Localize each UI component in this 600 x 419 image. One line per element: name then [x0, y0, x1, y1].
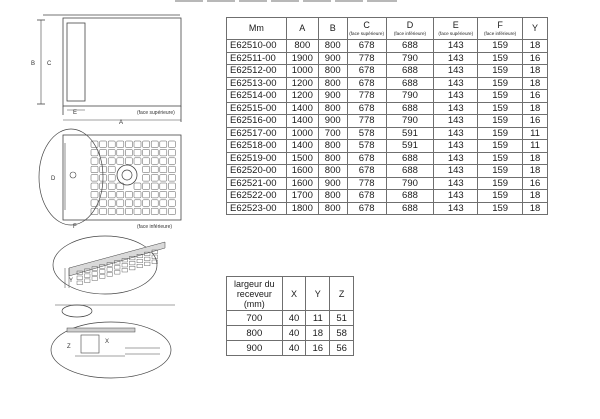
xyz-table — [226, 276, 354, 356]
table-cell: 159 — [478, 65, 523, 78]
table-cell: 159 — [478, 102, 523, 115]
table-cell: 18 — [306, 326, 330, 341]
table-cell: 159 — [478, 90, 523, 103]
table-cell: 800 — [227, 326, 283, 341]
table-row — [227, 177, 548, 190]
table-cell: 678 — [347, 77, 386, 90]
table-cell: 18 — [523, 190, 548, 203]
table-row — [227, 90, 548, 103]
table-cell: 18 — [523, 40, 548, 53]
table-cell: 900 — [227, 341, 283, 356]
table-cell: 778 — [347, 90, 386, 103]
table-cell: 688 — [386, 65, 434, 78]
table-cell: 159 — [478, 165, 523, 178]
table-row — [227, 40, 548, 53]
table-cell: 688 — [386, 190, 434, 203]
table-row — [227, 326, 354, 341]
table-cell: 591 — [386, 127, 434, 140]
table-row — [227, 140, 548, 153]
xyz-table-body — [227, 311, 354, 356]
table-cell: 143 — [434, 152, 478, 165]
table-cell: E62520-00 — [227, 165, 287, 178]
table-cell: 16 — [523, 177, 548, 190]
table-cell: 900 — [318, 115, 347, 128]
table-cell: 900 — [318, 90, 347, 103]
table-cell: 1400 — [286, 140, 318, 153]
top-view-drawing — [37, 15, 181, 122]
table-cell: 800 — [318, 165, 347, 178]
table-row — [227, 165, 548, 178]
note-face-superieure: (face supérieure) — [137, 110, 175, 116]
table-row — [227, 115, 548, 128]
table-row — [227, 127, 548, 140]
table-cell: E62515-00 — [227, 102, 287, 115]
table-cell: 700 — [318, 127, 347, 140]
table-row — [227, 311, 354, 326]
table-cell: E62523-00 — [227, 202, 287, 215]
label-a: A — [119, 120, 124, 126]
table-cell: 159 — [478, 152, 523, 165]
table-row — [227, 202, 548, 215]
table-cell: 790 — [386, 177, 434, 190]
table-cell: 778 — [347, 115, 386, 128]
table-cell: 143 — [434, 90, 478, 103]
table-cell: 159 — [478, 140, 523, 153]
table-cell: 678 — [347, 152, 386, 165]
table-cell: 16 — [523, 90, 548, 103]
table-cell: E62521-00 — [227, 177, 287, 190]
column-header-z: Z — [330, 277, 354, 311]
table-cell: E62511-00 — [227, 52, 287, 65]
dimensions-table — [226, 17, 548, 215]
table-cell: 790 — [386, 115, 434, 128]
table-cell: 800 — [318, 65, 347, 78]
column-header-c: C (face supérieure) — [347, 18, 386, 40]
table-cell: 11 — [523, 127, 548, 140]
table-cell: 800 — [318, 202, 347, 215]
table-cell: 143 — [434, 115, 478, 128]
table-cell: 58 — [330, 326, 354, 341]
top-border-marks — [175, 0, 405, 4]
table-cell: 11 — [523, 140, 548, 153]
table-cell: 56 — [330, 341, 354, 356]
table-cell: 1900 — [286, 52, 318, 65]
table-cell: 678 — [347, 102, 386, 115]
label-b: B — [31, 61, 36, 67]
table-cell: 1200 — [286, 77, 318, 90]
table-row — [227, 152, 548, 165]
table-cell: E62519-00 — [227, 152, 287, 165]
label-e: E — [73, 110, 78, 116]
table-cell: 143 — [434, 102, 478, 115]
table-cell: 790 — [386, 90, 434, 103]
table-row — [227, 102, 548, 115]
table-cell: 18 — [523, 152, 548, 165]
table-cell: 790 — [386, 52, 434, 65]
table-cell: 678 — [347, 65, 386, 78]
table-cell: E62513-00 — [227, 77, 287, 90]
column-header-d: D (face inférieure) — [386, 18, 434, 40]
table-cell: 143 — [434, 190, 478, 203]
table-cell: 11 — [306, 311, 330, 326]
table-cell: 143 — [434, 127, 478, 140]
table-cell: 800 — [318, 40, 347, 53]
table-cell: E62522-00 — [227, 190, 287, 203]
table-cell: 678 — [347, 40, 386, 53]
table-cell: 1400 — [286, 115, 318, 128]
table-cell: 1700 — [286, 190, 318, 203]
table-cell: E62516-00 — [227, 115, 287, 128]
table-cell: 778 — [347, 52, 386, 65]
table-cell: 143 — [434, 65, 478, 78]
perspective-detail-drawing — [53, 236, 165, 294]
table-cell: 16 — [523, 115, 548, 128]
table-cell: 143 — [434, 177, 478, 190]
table-cell: 40 — [282, 341, 306, 356]
table-cell: 678 — [347, 190, 386, 203]
table-cell: 16 — [306, 341, 330, 356]
table-cell: 800 — [318, 77, 347, 90]
label-y: Y — [69, 278, 74, 284]
table-cell: 678 — [347, 202, 386, 215]
table-cell: 778 — [347, 177, 386, 190]
table-cell: 143 — [434, 40, 478, 53]
table-cell: 800 — [318, 190, 347, 203]
table-cell: 143 — [434, 52, 478, 65]
table-cell: E62514-00 — [227, 90, 287, 103]
table-row — [227, 65, 548, 78]
table-cell: E62518-00 — [227, 140, 287, 153]
table-cell: 1400 — [286, 102, 318, 115]
table-cell: E62512-00 — [227, 65, 287, 78]
bottom-view-drawing — [39, 129, 181, 225]
dimensions-table-body — [227, 40, 548, 215]
table-cell: 40 — [282, 311, 306, 326]
table-cell: 18 — [523, 102, 548, 115]
table-cell: 18 — [523, 77, 548, 90]
table-cell: 18 — [523, 165, 548, 178]
table-cell: E62517-00 — [227, 127, 287, 140]
table-cell: 40 — [282, 326, 306, 341]
table-cell: 1200 — [286, 90, 318, 103]
column-header-b: B — [318, 18, 347, 40]
table-cell: 159 — [478, 177, 523, 190]
column-header-x: X — [282, 277, 306, 311]
table-cell: 159 — [478, 40, 523, 53]
table-cell: 18 — [523, 202, 548, 215]
label-f: F — [73, 224, 77, 230]
table-cell: 578 — [347, 140, 386, 153]
note-face-inferieure: (face inférieure) — [137, 224, 173, 230]
label-d: D — [51, 176, 56, 182]
table-cell: 143 — [434, 202, 478, 215]
table-cell: 143 — [434, 140, 478, 153]
table-cell: 800 — [318, 102, 347, 115]
table-cell: 800 — [318, 152, 347, 165]
table-cell: 688 — [386, 202, 434, 215]
table-cell: 1000 — [286, 65, 318, 78]
table-cell: 159 — [478, 190, 523, 203]
table-cell: E62510-00 — [227, 40, 287, 53]
table-cell: 800 — [286, 40, 318, 53]
table-cell: 591 — [386, 140, 434, 153]
table-cell: 900 — [318, 52, 347, 65]
xyz-header-row — [227, 277, 354, 311]
table-cell: 143 — [434, 77, 478, 90]
table-row — [227, 341, 354, 356]
column-header-y: Y — [306, 277, 330, 311]
table-cell: 1600 — [286, 165, 318, 178]
column-header-mm: Mm — [227, 18, 287, 40]
column-header-largeur: largeur du receveur (mm) — [227, 277, 283, 311]
table-row — [227, 52, 548, 65]
table-cell: 1000 — [286, 127, 318, 140]
table-cell: 159 — [478, 77, 523, 90]
table-cell: 159 — [478, 52, 523, 65]
table-cell: 688 — [386, 165, 434, 178]
column-header-a: A — [286, 18, 318, 40]
column-header-f: F (face inférieure) — [478, 18, 523, 40]
table-cell: 800 — [318, 140, 347, 153]
table-cell: 578 — [347, 127, 386, 140]
table-cell: 51 — [330, 311, 354, 326]
table-cell: 688 — [386, 40, 434, 53]
table-header-row — [227, 18, 548, 40]
column-header-y: Y — [523, 18, 548, 40]
table-row — [227, 190, 548, 203]
table-cell: 159 — [478, 115, 523, 128]
table-cell: 159 — [478, 127, 523, 140]
table-cell: 143 — [434, 165, 478, 178]
column-header-e: E (face supérieure) — [434, 18, 478, 40]
table-cell: 1800 — [286, 202, 318, 215]
section-drawing — [51, 305, 175, 378]
table-cell: 678 — [347, 165, 386, 178]
table-cell: 18 — [523, 65, 548, 78]
technical-drawings — [25, 10, 215, 405]
table-cell: 688 — [386, 77, 434, 90]
table-cell: 1600 — [286, 177, 318, 190]
table-cell: 1500 — [286, 152, 318, 165]
label-z: Z — [67, 344, 71, 350]
table-cell: 688 — [386, 102, 434, 115]
table-cell: 159 — [478, 202, 523, 215]
label-c: C — [47, 61, 52, 67]
table-cell: 900 — [318, 177, 347, 190]
table-row — [227, 77, 548, 90]
table-cell: 16 — [523, 52, 548, 65]
table-cell: 700 — [227, 311, 283, 326]
table-cell: 688 — [386, 152, 434, 165]
label-x: X — [105, 339, 110, 345]
